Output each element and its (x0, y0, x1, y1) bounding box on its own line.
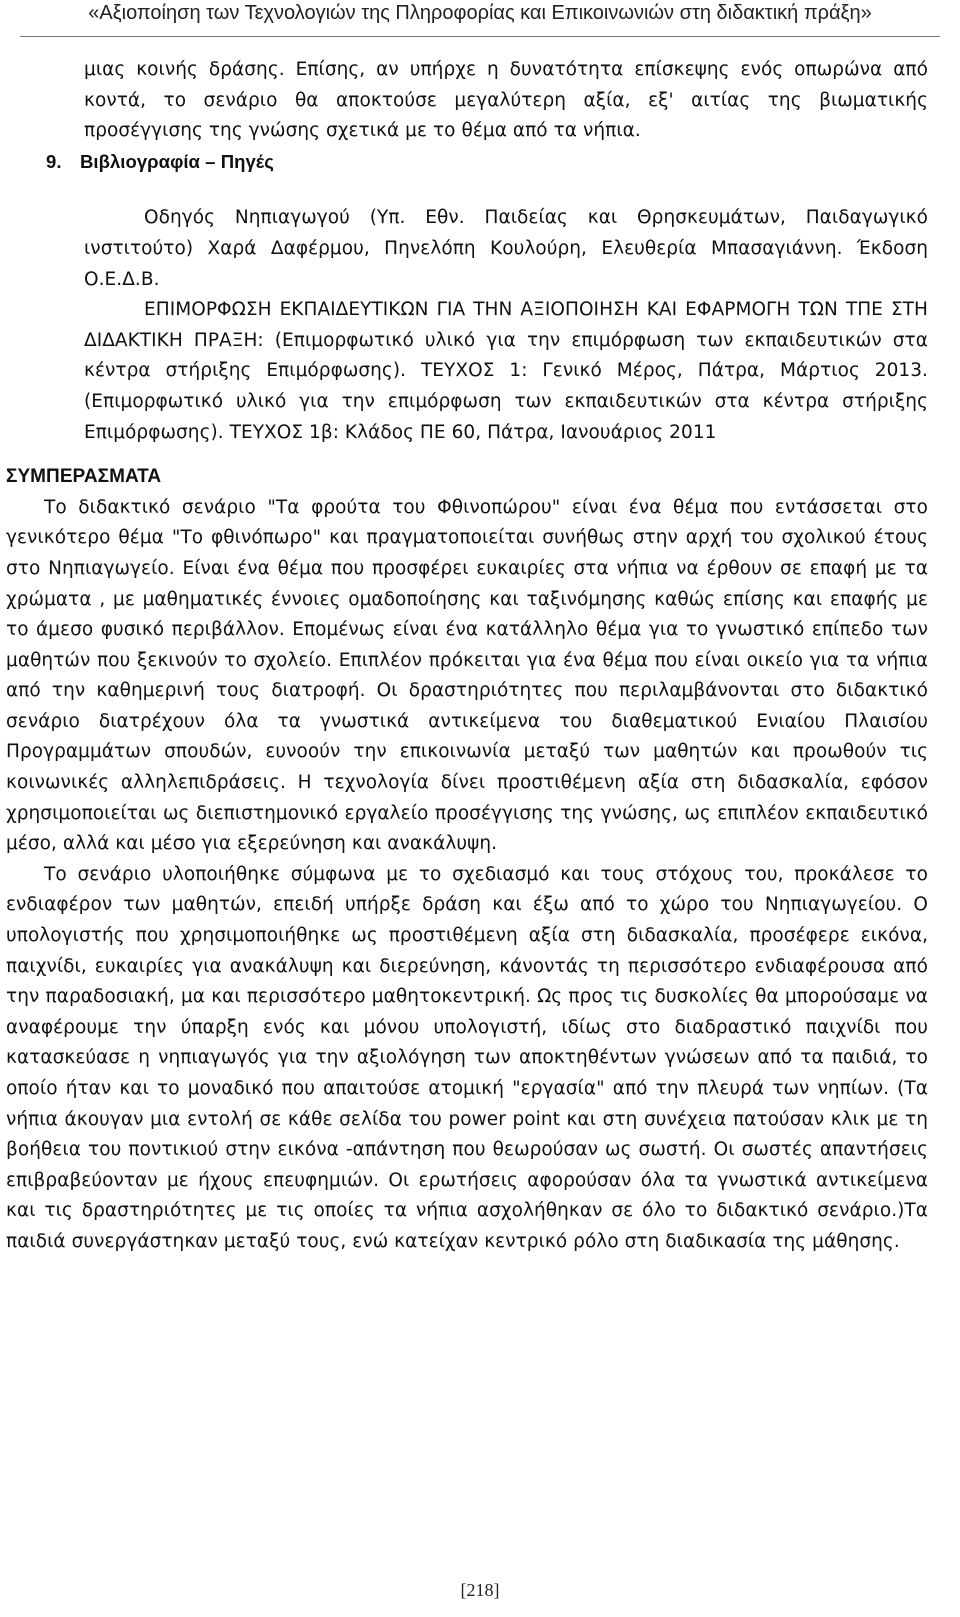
header-divider (20, 36, 940, 37)
bibliography-title: Βιβλιογραφία – Πηγές (80, 150, 274, 172)
page-header: «Αξιοποίηση των Τεχνολογιών της Πληροφορίας και Επικοινωνιών στη διδακτική πράξη» (88, 2, 872, 24)
conclusions-heading: ΣΥΜΠΕΡΑΣΜΑΤΑ (6, 466, 162, 488)
conclusions-paragraph: Το σενάριο υλοποιήθηκε σύμφωνα με το σχεδιασμό και τους στόχους του, προκάλεσε το ενδιαφέρον των μαθητών, επειδή υπήρξε δράση και έξω από το χώρο του Νηπιαγωγείου. Ο υπολογιστής που χρησιμοποιήθηκε ως προστιθέμενη αξία στη διδασκαλία, προσέφερε εικόνα, παιχνίδι, ευκαιρίες για ανακάλυψη και διερεύνηση, κάνοντάς τη περισσότερο ενδιαφέρουσα από την παραδοσιακή, μα και περισσότερο μαθητοκεντρική. Ως προς τις δυσκολίες θα μπορούσαμε να αναφέρουμε την ύπαρξη ενός και μόνου υπολογιστή, ιδίως στο διαδραστικό παιχνίδι που κατασκεύασε η νηπιαγωγός για την αξιολόγηση των αποκτηθέντων γνώσεων από τα παιδιά, το οποίο ήταν και το μοναδικό που απαιτούσε ατομική "εργασία" από την πλευρά των νηπίων. (Τα νήπια άκουγαν μια εντολή σε κάθε σελίδα του power point και στη συνέχεια πατούσαν κλικ με τη βοήθεια του ποντικιού στην εικόνα -απάντηση που θεωρούσαν ως σωστή. Οι σωστές απαντήσεις επιβραβεύονταν με ήχους επευφημιών. Οι ερωτήσεις αφορούσαν όλα τα γνωστικά αντικείμενα και τις δραστηριότητες με τις οποίες τα νήπια ασχολήθηκαν σε όλο το διδακτικό σενάριο.)Τα παιδιά συνεργάστηκαν μεταξύ τους, ενώ κατείχαν κεντρικό ρόλο στη διαδικασία της μάθησης. (6, 863, 928, 1252)
page-number: [218] (460, 1580, 500, 1600)
bibliography-heading (6, 147, 928, 178)
conclusions-paragraph: Το διδακτικό σενάριο "Τα φρούτα του Φθινοπώρου" είναι ένα θέμα που εντάσσεται στο γενικότερο θέμα "Το φθινόπωρο" και πραγματοποιείται συνήθως στην αρχή του σχολικού έτους στο Νηπιαγωγείο. Είναι ένα θέμα που προσφέρει ευκαιρίες στα νήπια να έρθουν σε επαφή με τα χρώματα , με μαθηματικές έννοιες ομαδοποίησης και ταξινόμησης καθώς επίσης και επαφής με το άμεσο φυσικό περιβάλλον. Επομένως είναι ένα κατάλληλο θέμα για το γνωστικό επίπεδο των μαθητών που ξεκινούν το σχολείο. Επιπλέον πρόκειται για ένα θέμα που είναι οικείο για τα νήπια από την καθημερινή τους διατροφή. Οι δραστηριότητες που περιλαμβάνονται στο διδακτικό σενάριο διατρέχουν όλα τα γνωστικά αντικείμενα του διαθεματικού Ενιαίου Πλαισίου Προγραμμάτων σπουδών, ευνοούν την επικοινωνία μεταξύ των μαθητών και προωθούν τις κοινωνικές αλληλεπιδράσεις. Η τεχνολογία δίνει προστιθέμενη αξία στη διδασκαλία, εφόσον χρησιμοποιείται ως διεπιστημονικό εργαλείο προσέγγισης της γνώσης, ως επιπλέον εκπαιδευτικό μέσο, αλλά και μέσο για εξερεύνηση και ανακάλυψη. (6, 496, 928, 855)
reference-item: Οδηγός Νηπιαγωγού (Υπ. Εθν. Παιδείας και Θρησκευμάτων, Παιδαγωγικό ινστιτούτο) Χαρά Δαφέρμου, Πηνελόπη Κουλούρη, Ελευθερία Μπασαγιάννη. Έκδοση Ο.Ε.Δ.Β. (84, 207, 928, 290)
bibliography-number: 9. (46, 150, 62, 172)
reference-item: ΕΠΙΜΟΡΦΩΣΗ ΕΚΠΑΙΔΕΥΤΙΚΩΝ ΓΙΑ ΤΗΝ ΑΞΙΟΠΟΙΗΣΗ ΚΑΙ ΕΦΑΡΜΟΓΗ ΤΩΝ ΤΠΕ ΣΤΗ ΔΙΔΑΚΤΙΚΗ ΠΡΑΞΗ: (Επιμορφωτικό υλικό για την επιμόρφωση των εκπαιδευτικών στα κέντρα στήριξης Επιμόρφωσης). ΤΕΥΧΟΣ 1: Γενικό Μέρος, Πάτρα, Μάρτιος 2013. (Επιμορφωτικό υλικό για την επιμόρφωση των εκπαιδευτικών στα κέντρα στήριξης Επιμόρφωσης). ΤΕΥΧΟΣ 1β: Κλάδος ΠΕ 60, Πάτρα, Ιανουάριος 2011 (84, 299, 928, 443)
page-body (6, 55, 928, 1258)
intro-paragraph: μιας κοινής δράσης. Επίσης, αν υπήρχε η δυνατότητα επίσκεψης ενός οπωρώνα από κοντά, το σενάριο θα αποκτούσε μεγαλύτερη αξία, εξ' αιτίας της βιωματικής προσέγγισης της γνώσης σχετικά με το θέμα από τα νήπια. (84, 59, 928, 142)
